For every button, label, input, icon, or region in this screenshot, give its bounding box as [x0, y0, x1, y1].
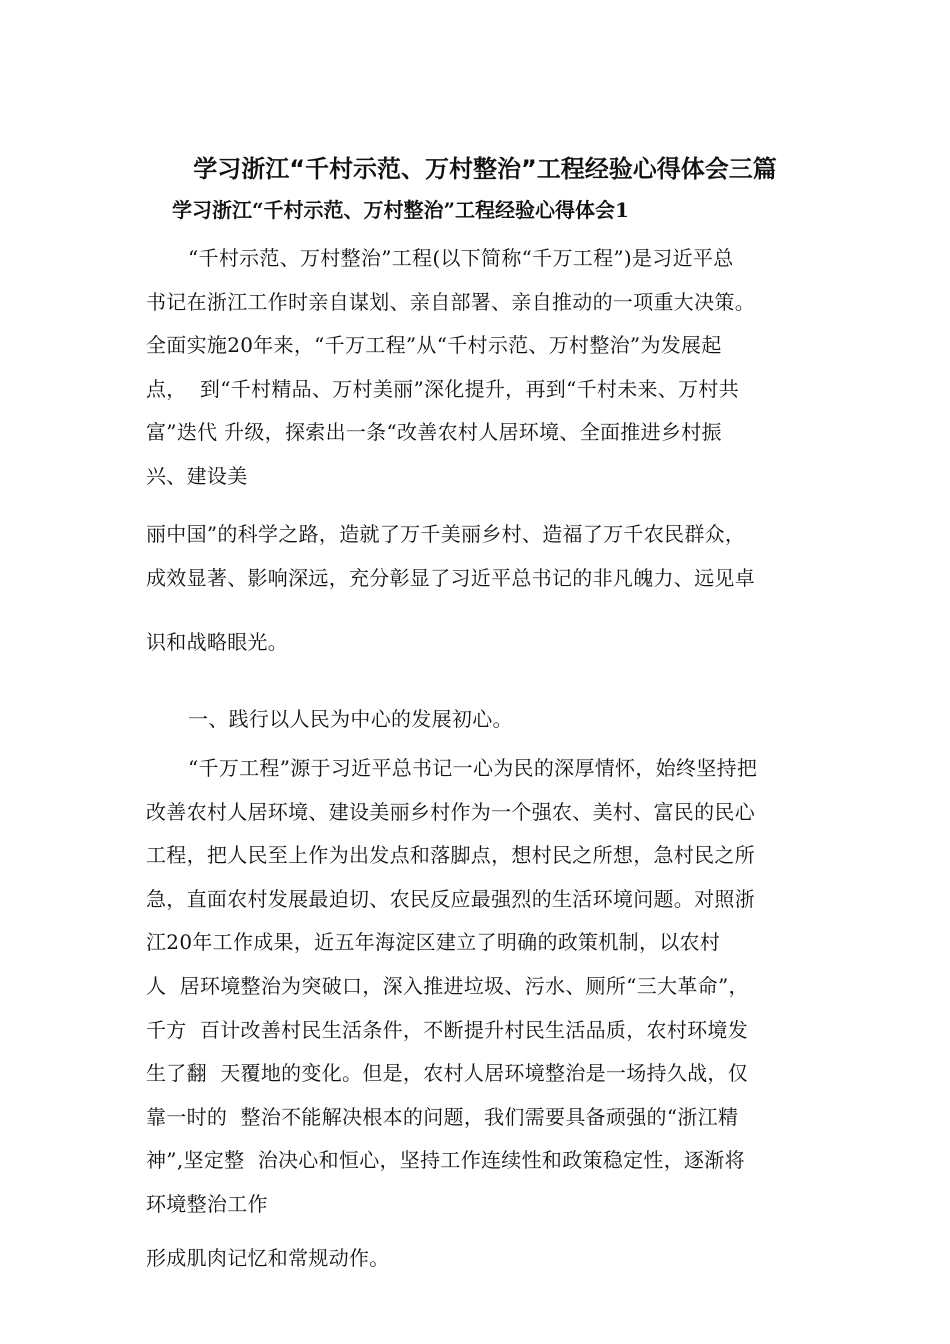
paragraph-line: 急，直面农村发展最迫切、农民反应最强烈的生活环境问题。对照浙 [146, 886, 755, 911]
paragraph-line: 点， 到“千村精品、万村美丽”深化提升，再到“千村未来、万村共 [146, 376, 739, 401]
section-heading: 一、践行以人民为中心的发展初心。 [188, 707, 513, 731]
paragraph-line: 全面实施20年来，“千万工程”从“千村示范、万村整治”为发展起 [146, 333, 722, 358]
paragraph-line: “千万工程”源于习近平总书记一心为民的深厚情怀，始终坚持把 [188, 756, 758, 780]
paragraph-line: 富”迭代 升级，探索出一条“改善农村人居环境、全面推进乡村振 [146, 420, 722, 445]
paragraph-line: 江20年工作成果，近五年海淀区建立了明确的政策机制，以农村 [146, 930, 721, 955]
document-subtitle: 学习浙江“千村示范、万村整治”工程经验心得体会1 [172, 198, 629, 222]
paragraph-line: 神”,坚定整 治决心和恒心，坚持工作连续性和政策稳定性，逐渐将 [146, 1148, 745, 1173]
paragraph-line: 成效显著、影响深远，充分彰显了习近平总书记的非凡魄力、远见卓 [146, 565, 755, 590]
paragraph-3 [146, 747, 826, 1227]
paragraph-line: 书记在浙江工作时亲自谋划、亲自部署、亲自推动的一项重大决策。 [146, 289, 755, 314]
paragraph-1 [146, 237, 826, 499]
paragraph-line: 工程，把人民至上作为出发点和落脚点，想村民之所想，急村民之所 [146, 843, 755, 868]
paragraph-line: 靠一时的 整治不能解决根本的问题，我们需要具备顽强的“浙江精 [146, 1104, 739, 1129]
paragraph-line: 兴、建设美 [146, 463, 248, 488]
paragraph-line: 环境整治工作 [146, 1191, 268, 1216]
paragraph-4: 形成肌肉记忆和常规动作。 [146, 1246, 390, 1270]
paragraph-line: 改善农村人居环境、建设美丽乡村作为一个强农、美村、富民的民心 [146, 799, 755, 824]
paragraph-2 [146, 513, 826, 600]
paragraph-line: 生了翻 天覆地的变化。但是，农村人居环境整治是一场持久战，仅 [146, 1061, 749, 1086]
paragraph-line: 人 居环境整治为突破口，深入推进垃圾、污水、厕所“三大革命”， [146, 973, 749, 998]
paragraph-line: 千方 百计改善村民生活条件，不断提升村民生活品质，农村环境发 [146, 1017, 749, 1042]
paragraph-line: 丽中国”的科学之路，造就了万千美丽乡村、造福了万千农民群众， [146, 522, 746, 546]
paragraph-2-tail: 识和战略眼光。 [146, 630, 289, 654]
paragraph-line: “千村示范、万村整治”工程(以下简称“千万工程”)是习近平总 [188, 246, 734, 270]
document-title: 学习浙江“千村示范、万村整治”工程经验心得体会三篇 [193, 155, 777, 183]
